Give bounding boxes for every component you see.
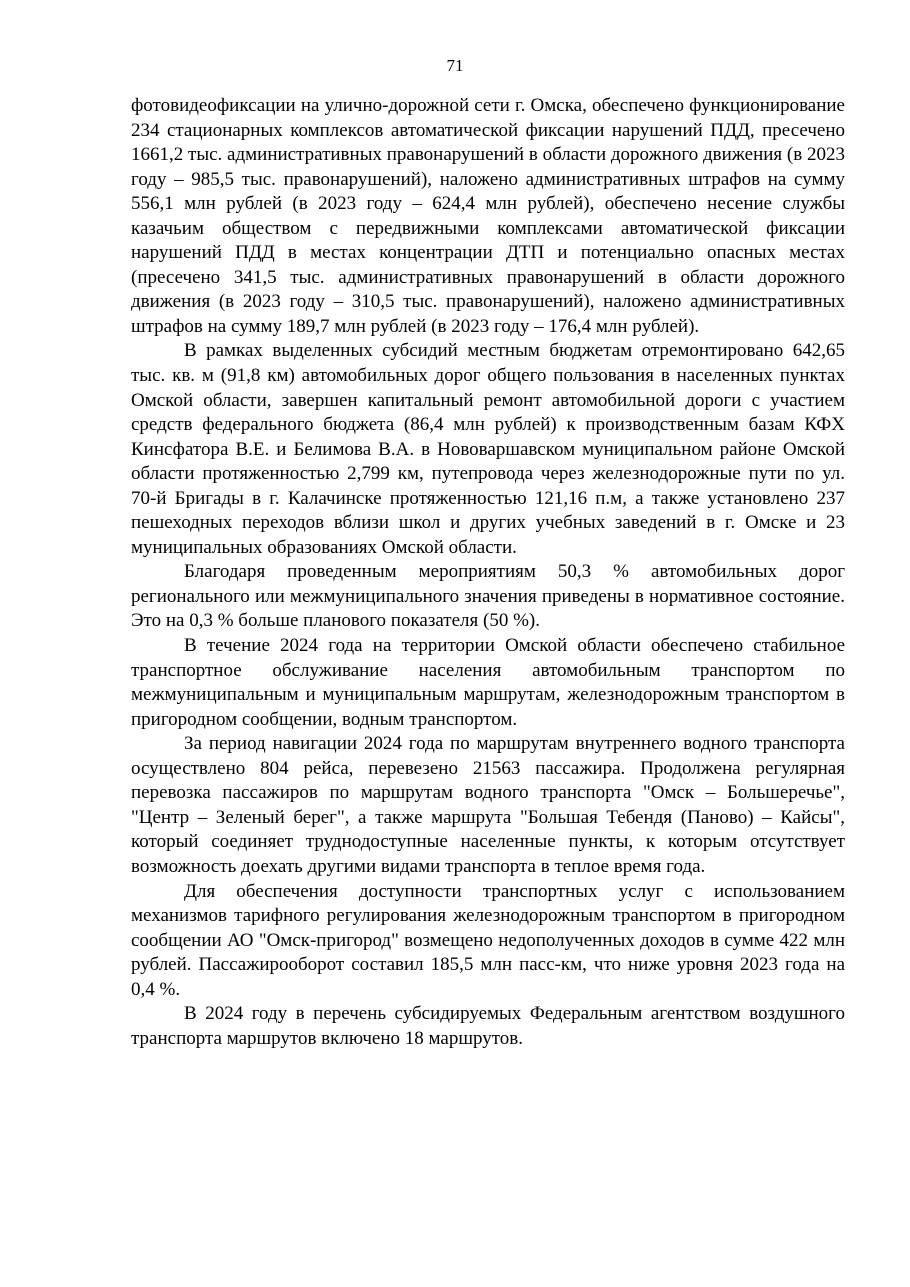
page-number: 71 xyxy=(446,56,464,75)
paragraph-air-transport: В 2024 году в перечень субсидируемых Федеральным агентством воздушного транспорта маршрутов включено 18 маршрутов. xyxy=(131,1003,845,1049)
paragraph-rail-transport: Для обеспечения доступности транспортных услуг с использованием механизмов тарифного регулирования железнодорожным транспортом в пригородном сообщении АО "Омск-пригород" возмещено недополученных доходов в сумме 422 млн рублей. Пассажирооборот составил 185,5 млн пасс-км, что ниже уровня 2023 года на 0,4 %. xyxy=(131,880,845,1000)
paragraph-transport-service: В течение 2024 года на территории Омской области обеспечено стабильное транспортное обслуживание населения автомобильным транспортом по межмуниципальным и муниципальным маршрутам, железнодорожным транспортом в пригородном сообщении, водным транспортом. xyxy=(131,635,845,730)
paragraph-road-repair: В рамках выделенных субсидий местным бюджетам отремонтировано 642,65 тыс. кв. м (91,8 км) автомобильных дорог общего пользования в населенных пунктах Омской области, завершен капитальный ремонт автомобильной дороги с участием средств федерального бюджета (86,4 млн рублей) к производственным базам КФХ Кинсфатора В.Е. и Белимова В.А. в Нововаршавском муниципальном районе Омской области протяженностью 2,799 км, путепровода через железнодорожные пути по ул. 70-й Бригады в г. Калачинске протяженностью 121,16 п.м, а также установлено 237 пешеходных переходов вблизи школ и других учебных заведений в г. Омске и 23 муниципальных образованиях Омской области. xyxy=(131,340,845,558)
body-text xyxy=(131,94,845,1051)
paragraph-road-standards: Благодаря проведенным мероприятиям 50,3 % автомобильных дорог регионального или межмуниципального значения приведены в нормативное состояние. Это на 0,3 % больше планового показателя (50 %). xyxy=(131,561,845,632)
paragraph-water-transport: За период навигации 2024 года по маршрутам внутреннего водного транспорта осуществлено 804 рейса, перевезено 21563 пассажира. Продолжена регулярная перевозка пассажиров по маршрутам водного транспорта "Омск – Большеречье", "Центр – Зеленый берег", а также маршрута "Большая Тебендя (Паново) – Кайсы", который соединяет труднодоступные населенные пункты, к которым отсутствует возможность доехать другими видами транспорта в теплое время года. xyxy=(131,733,845,877)
paragraph-traffic-enforcement: фотовидеофиксации на улично-дорожной сети г. Омска, обеспечено функционирование 234 стационарных комплексов автоматической фиксации нарушений ПДД, пресечено 1661,2 тыс. административных правонарушений в области дорожного движения (в 2023 году – 985,5 тыс. правонарушений), наложено административных штрафов на сумму 556,1 млн рублей (в 2023 году – 624,4 млн рублей), обеспечено несение службы казачьим обществом с передвижными комплексами автоматической фиксации нарушений ПДД в местах концентрации ДТП и потенциально опасных местах (пресечено 341,5 тыс. административных правонарушений в области дорожного движения (в 2023 году – 310,5 тыс. правонарушений), наложено административных штрафов на сумму 189,7 млн рублей (в 2023 году – 176,4 млн рублей). xyxy=(131,95,845,337)
